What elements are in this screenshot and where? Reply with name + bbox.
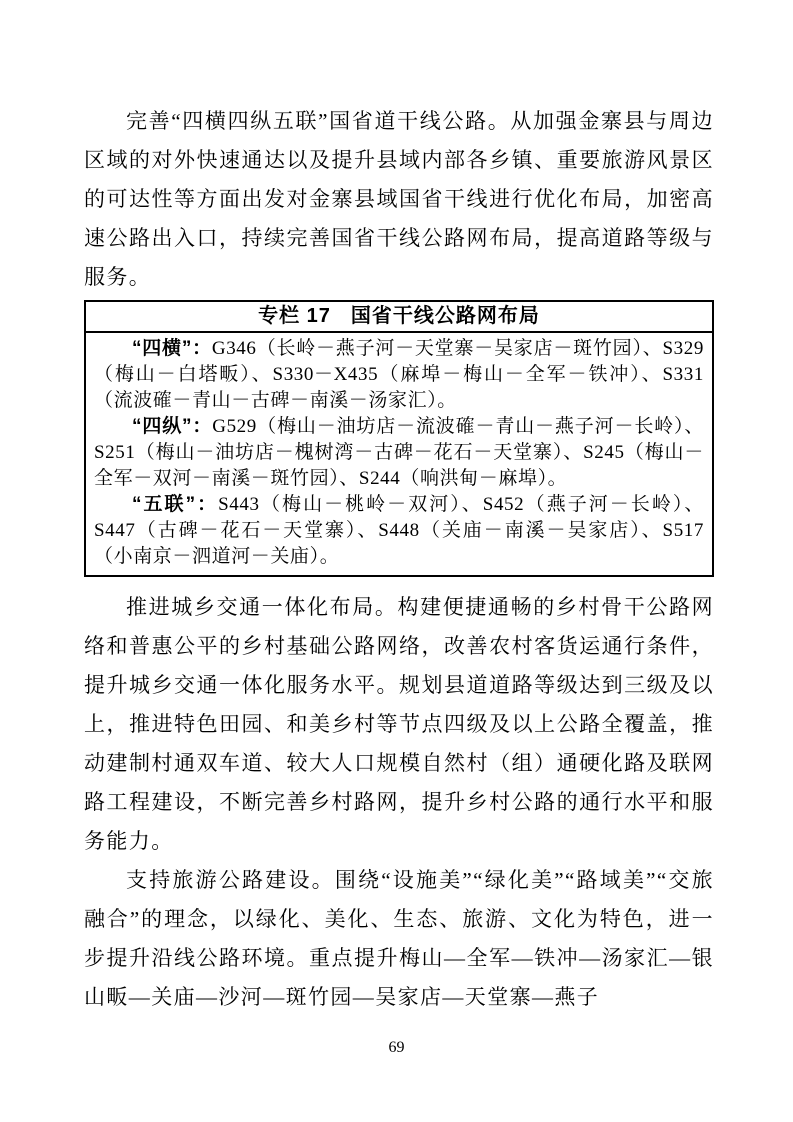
box-title-text: 国省干线公路网布局 bbox=[350, 305, 540, 327]
page-content bbox=[84, 102, 714, 1017]
page-number: 69 bbox=[388, 1039, 405, 1056]
box-row-sizong-label: “四纵”： bbox=[132, 416, 213, 437]
box-row-sizong-text: G529（梅山－油坊店－流波確－青山－燕子河－长岭）、S251（梅山－油坊店－槐树湾－古碑－花石－天堂寨）、S245（梅山－全军－双河－南溪－斑竹园）、S244（响洪甸－麻埠）。 bbox=[94, 416, 704, 489]
column-box-17 bbox=[84, 300, 714, 577]
box-row-sizong bbox=[94, 414, 704, 492]
paragraph-tourism-roads: 支持旅游公路建设。围绕“设施美”“绿化美”“路域美”“交旅融合”的理念，以绿化、美化、生态、旅游、文化为特色，进一步提升沿线公路环境。重点提升梅山—全军—铁冲—汤家汇—银山畈—关庙—沙河—斑竹园—吴家店—天堂寨—燕子 bbox=[84, 868, 714, 1009]
box-row-siheng-label: “四横”： bbox=[132, 338, 212, 359]
paragraph-trunk-roads: 完善“四横四纵五联”国省道干线公路。从加强金寨县与周边区域的对外快速通达以及提升县域内部各乡镇、重要旅游风景区的可达性等方面出发对金寨县域国省干线进行优化布局，加密高速公路出入口，持续完善国省干线公路网布局，提高道路等级与服务。 bbox=[84, 109, 714, 289]
box-body bbox=[86, 333, 712, 575]
box-title-label: 专栏 17 bbox=[258, 305, 331, 327]
box-row-siheng bbox=[94, 336, 704, 414]
box-row-wulian bbox=[94, 492, 704, 570]
box-row-wulian-text: S443（梅山－桃岭－双河）、S452（燕子河－长岭）、S447（古碑－花石－天堂寨）、S448（关庙－南溪－吴家店）、S517（小南京－泗道河－关庙）。 bbox=[94, 494, 704, 567]
paragraph-urban-rural: 推进城乡交通一体化布局。构建便捷通畅的乡村骨干公路网络和普惠公平的乡村基础公路网络，改善农村客货运通行条件，提升城乡交通一体化服务水平。规划县道道路等级达到三级及以上，推进特色田园、和美乡村等节点四级及以上公路全覆盖，推动建制村通双车道、较大人口规模自然村（组）通硬化路及联网路工程建设，不断完善乡村路网，提升乡村公路的通行水平和服务能力。 bbox=[84, 595, 714, 853]
box-row-siheng-text: G346（长岭－燕子河－天堂寨－吴家店－斑竹园）、S329（梅山－白塔畈）、S330－X435（麻埠－梅山－全军－铁冲）、S331（流波確－青山－古碑－南溪－汤家汇）。 bbox=[94, 338, 704, 411]
box-row-wulian-label: “五联”： bbox=[132, 494, 219, 515]
box-title bbox=[86, 302, 712, 333]
